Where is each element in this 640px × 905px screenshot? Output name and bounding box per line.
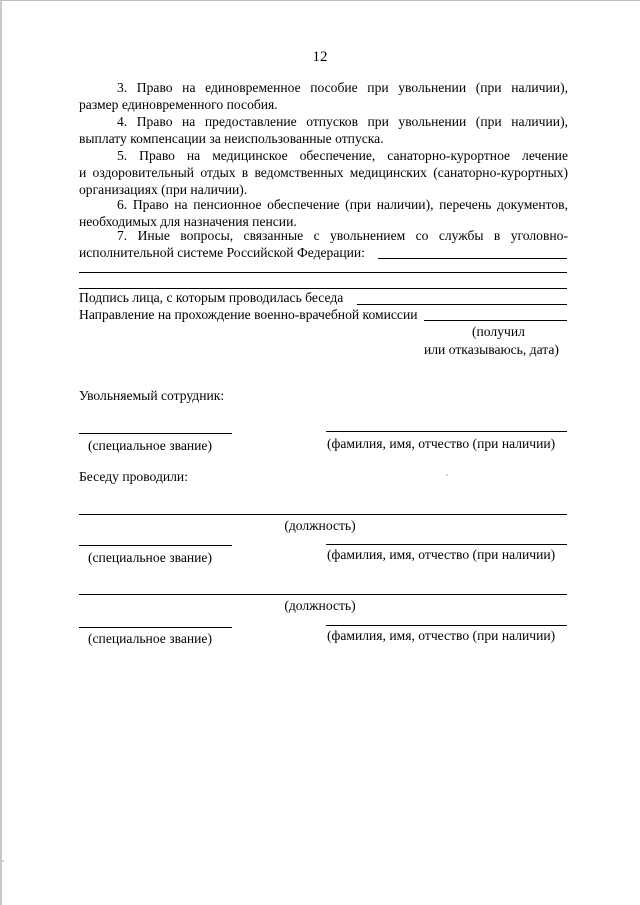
item-7-answer-line-1[interactable] (378, 258, 567, 259)
vvk-label: Направление на прохождение военно-врачебной комиссии (79, 307, 418, 322)
vvk-note-line-1: (получил (472, 324, 525, 339)
interviewer-1-rank-line[interactable] (79, 545, 232, 546)
item-4-line-1: 4. Право на предоставление отпусков при увольнении (при наличии), (117, 114, 568, 129)
item-5 (79, 147, 568, 198)
interviewer-1-fio-line[interactable] (326, 544, 567, 545)
vvk-line[interactable] (424, 320, 567, 321)
item-7-line-2: исполнительной системе Российской Федерации: (79, 245, 365, 260)
item-3-line-1: 3. Право на единовременное пособие при увольнении (при наличии), (117, 80, 568, 95)
scan-speck (2, 860, 4, 862)
interviewer-2-position-line[interactable] (79, 594, 567, 595)
interviewer-2-fio-caption: (фамилия, имя, отчество (при наличии) (327, 628, 556, 643)
interviewer-2-fio-line[interactable] (326, 625, 567, 626)
page-left-edge (0, 0, 2, 905)
interviewers-heading: Беседу проводили: (79, 469, 188, 484)
signature-label: Подпись лица, с которым проводилась беседа (79, 290, 344, 305)
page-top-edge (0, 0, 640, 1)
item-3-line-2: размер единовременного пособия. (79, 97, 278, 112)
interviewer-2-rank-caption: (специальное звание) (88, 631, 212, 646)
employee-rank-caption: (специальное звание) (88, 438, 212, 453)
signature-line[interactable] (357, 304, 567, 305)
interviewer-1-fio-caption: (фамилия, имя, отчество (при наличии) (327, 547, 556, 562)
interviewer-2-rank-line[interactable] (79, 627, 232, 628)
item-4-line-2: выплату компенсации за неиспользованные отпуска. (79, 131, 384, 146)
item-7 (79, 227, 568, 261)
interviewer-1-position-line[interactable] (79, 514, 567, 515)
item-3 (79, 79, 568, 113)
interviewer-2-position-caption: (должность) (284, 598, 356, 613)
interviewer-1-rank-caption: (специальное звание) (88, 550, 212, 565)
item-5-line-3: организациях (при наличии). (79, 182, 248, 197)
item-7-answer-line-2[interactable] (79, 272, 567, 273)
item-7-line-1: 7. Иные вопросы, связанные с увольнением со службы в уголовно- (117, 228, 568, 243)
interviewer-1-position-caption: (должность) (284, 518, 356, 533)
scan-speck (446, 474, 448, 476)
item-5-line-2: и оздоровительный отдых в ведомственных медицинских (санаторно-курортных) (79, 165, 568, 180)
item-6-line-1: 6. Право на пенсионное обеспечение (при наличии), перечень документов, (117, 197, 568, 212)
page-number: 12 (312, 49, 328, 65)
item-6 (79, 196, 568, 230)
item-4 (79, 113, 568, 147)
employee-heading: Увольняемый сотрудник: (79, 388, 225, 403)
employee-fio-line[interactable] (326, 431, 567, 432)
employee-fio-caption: (фамилия, имя, отчество (при наличии) (327, 436, 556, 451)
item-6-line-2: необходимых для назначения пенсии. (79, 214, 297, 229)
item-5-line-1: 5. Право на медицинское обеспечение, санаторно-курортное лечение (117, 148, 568, 163)
employee-rank-line[interactable] (79, 433, 232, 434)
vvk-note-line-2: или отказываюсь, дата) (424, 342, 559, 357)
